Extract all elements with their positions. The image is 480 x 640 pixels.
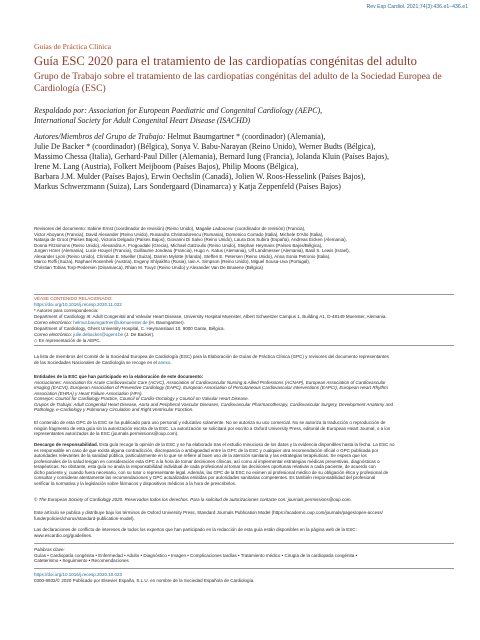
authors-line-3: Massimo Chessa (Italia), Gerhard-Paul Diller (Alemania), Bernard Iung (Francia), Jolanda Kluin (Países Bajos), [34, 151, 389, 161]
email-1-label: Correo electrónico: [34, 320, 73, 325]
doi-link[interactable]: https://doi.org/10.1016/j.recesp.2020.10.023 [34, 572, 123, 577]
authors-line-2: Julie De Backer * (coordinador) (Bélgica), Sonya V. Babu-Narayan (Reino Unido), Werner Budts (Bélgica), [34, 141, 376, 151]
paragraph-text: Esta guía recoge la opinión de la ESC y se ha elaborado tras el estudio minucioso de los datos y la evidencia disponibles hasta la fecha. La ESC no [99, 442, 395, 447]
paragraph-line: funderpolicies/chorus/standard-publication-model). [34, 515, 135, 521]
representation-note: ◇ En representación de la AEPC. [34, 338, 101, 343]
paragraph-line: de las Sociedades Nacionales de Cardiología se recoge en el anexo. [34, 359, 172, 365]
address-2: Department of Cardiology, Ghent University Hospital, C. Heymanslaan 10, 9000 Gante, Bélgica. [34, 326, 225, 331]
section-label: Guías de Práctica Clínica [34, 42, 111, 51]
endorsement [34, 106, 454, 126]
paragraph-publication [34, 510, 454, 521]
authors-line-5: Barbara J.M. Mulder (Países Bajos), Erwin Oechslin (Canadá), Jolien W. Roos-Hesselink (Países Bajos), [34, 171, 366, 181]
email-2-name: (J. De Backer). [124, 332, 155, 337]
paragraph-line: Grupos de Trabajo: Adult Congenital Heart Disease, Aorta and Peripheral Vascular Diseases, Cardiovascular Pharmacotherapy, Cardiovascular Surgery, Development Anatomy and [34, 401, 394, 407]
paragraph-disclaimer [34, 442, 454, 486]
endorsement-line-2: International Society for Adult Congenital Heart Disease (ISACHD) [34, 116, 251, 125]
paragraph-line: autoridades relevantes de la sanidad pública, particularmente en lo que se refiere al buen uso de la atención sanitaria y las estrategias terapéuticas. Se espera que los [34, 453, 367, 459]
paragraph-line: Consejos: Council for Cardiology Practice, Council of Cardio-Oncology y Council on Valvular Heart Disease. [34, 396, 249, 402]
paragraph-members [34, 354, 454, 365]
related-content-label: VÉASE CONTENIDO RELACIONADO: [34, 296, 113, 301]
paragraph-entities [34, 374, 454, 413]
paragraph-line: terapéuticas. No obstante, esta guía no anula la responsabilidad individual de cada profesional al tomar las decisiones oportunas relativas a cada paciente, de acuerdo con [34, 464, 376, 470]
paragraph-line: dicho paciente y, cuando fuera necesario, con su tutor o representante legal. Además, las GPC de la ESC no eximen al profesional médico de su obligación ética y profesional de [34, 469, 389, 475]
email-2-label: Correo electrónico: [34, 332, 73, 337]
paragraph-line: www.escardio.org/guidelines. [34, 532, 93, 538]
paragraph-heading: Descargo de responsabilidad. [34, 442, 99, 447]
issn-line: 0300-8932/© 2020 Publicado por Elsevier España, S.L.U. en nombre de la Sociedad Española de Cardiología. [34, 578, 255, 583]
paragraph-line: es responsable en caso de que exista alguna contradicción, discrepancia o ambigüedad entre la GPC de la ESC y cualquier otra recomendación oficial o GPC publicada por [34, 447, 379, 453]
email-2-link[interactable]: julie.debacker@ugent.be [73, 332, 124, 337]
paragraph-line: ningún fragmento de esta guía sin la autorización escrita de la ESC. La autorización se solicitará por escrito a Oxford University Press, editorial de European Heart Journal, o a los [34, 425, 391, 431]
reviewers-line: Jurgen Hörer (Alemania), Lucie Houyel (Francia), Guillaume Jondeau (Francia), Hugo A. Katus (Alemania), Ulf Landmesser (Alemania), Basil S. Lewis (Israel), [34, 248, 350, 254]
related-content-link[interactable]: https://doi.org/10.1016/j.recesp.2020.11.022 [34, 302, 122, 307]
authors-line-4: Irene M. Lang (Austria), Folkert Meijboom (Países Bajos), Philip Moons (Bélgica), [34, 161, 299, 171]
paragraph-text: de las Sociedades Nacionales de Cardiología se recoge en el [34, 359, 157, 365]
document-title: Guía ESC 2020 para el tratamiento de las cardiopatías congénitas del adulto [34, 54, 417, 68]
paragraph-line: Este artículo se publica y distribuye bajo los términos de Oxford University Press, Standard Journals Publication Model (https://academic.oup.com/journals/pages/open-access/ [34, 510, 383, 515]
divider [34, 543, 454, 544]
reviewers-line: Victor Aboyans (Francia), David Alexander (Reino Unido), Ruxandra Christodorescu (Rumania), Domenico Corrado (Italia), Michele D'Alto (Italia), [34, 231, 324, 237]
document-subtitle: Grupo de Trabajo sobre el tratamiento de las cardiopatías congénitas del adulto de la Sociedad Europea de Cardiología (ESC) [34, 71, 442, 94]
paragraph-conflicts [34, 527, 454, 538]
keywords-label: Palabras clave: [34, 547, 65, 552]
keywords-line: Cateterismo • Seguimiento • Recomendaciones [34, 558, 129, 564]
authors-block [34, 132, 454, 192]
copyright-line: © The European Society of Cardiology 2020. Reservados todos los derechos. Para la solicitud de autorizaciones contacte con: journals.permissions@oup.com. [34, 497, 352, 502]
reviewers-line: Marco Roffi (Suiza), Raphael Rosenhek (Austria), Evgeny Shlyakhto (Rusia), Iain A. Simpson (Reino Unido), Miguel Sousa-Uva (Portugal), [34, 259, 311, 265]
address-1: Department of Cardiology III: Adult Congenital and Valvular Heart Disease, University Hospital Muenster, Albert Schweitzer Campus 1, Building A1, D-48149 Muenster, Alemania. [34, 314, 387, 319]
paragraph-line: Imaging (EACVI), European Association of Preventive Cardiology (EAPC), European Association of Percutaneous Cardiovascular Interventions (EAPCI), European Heart Rhythm [34, 385, 388, 391]
authors-line-1: Helmut Baumgartner * (coordinador) (Alemania), [167, 132, 326, 141]
endorsement-line-1: Respaldado por: Association for European Paediatric and Congenital Cardiology (AEPC), [34, 106, 323, 115]
divider [34, 568, 454, 569]
paragraph-line: representantes autorizados de la ESC (journals.permissions@oup.com). [34, 431, 179, 437]
reviewers-line: Natasja de Groot (Países Bajos), Victoria Delgado (Países Bajos), Giovanni Di Salvo (Reino Unido), Laura Dos Subira (España), Andreas Eicken (Alemania), [34, 237, 347, 243]
paragraph-line: profesionales de la salud tengan en consideración esta GPC a la hora de tomar decisiones clínicas, así como al implementar estrategias médicas preventivas, diagnósticas o [34, 458, 380, 464]
email-1-row [34, 320, 454, 326]
paragraph-line [34, 442, 454, 448]
paragraph-line: La lista de miembros del Comité de la Sociedad Europea de Cardiología (ESC) para la Elaboración de Guías de Práctica Clínica (GPC) y revisores del documento representantes [34, 354, 389, 359]
email-1-link[interactable]: helmut.baumgartner@ukmuenster.de [73, 320, 148, 325]
reviewers-line: Donna Fitzsimons (Reino Unido), Alexandra A. Frogoudaki (Grecia), Michael Gatzoulis (Reino Unido), Stephan Heymans (Países Bajos/Bélgica), [34, 242, 323, 248]
paragraph-line: verificar la normativa y la legislación sobre fármacos y dispositivos médicos a la hora de prescribirlos. [34, 480, 237, 486]
paragraph-line: consultar y considerar atentamente las recomendaciones y GPC actualizadas emitidas por autoridades sanitarias competentes. Es también responsabilidad del profesional [34, 475, 376, 481]
reviewers-line: Revisores del documento: Sabine Ernst (coordinador de revisión) (Reino Unido), Magalie Ladouceur (coordinador de revisión) (Francia), [34, 226, 306, 231]
paragraph-line: El contenido de esta GPC de la ESC se ha publicado para uso personal y educativo solamente. No se autoriza su uso comercial. No se autoriza la traducción o reproducción de [34, 420, 386, 425]
authors-lead: Autores/Miembros del Grupo de Trabajo: [34, 132, 166, 141]
paragraph-line: Association (EHRA) y Heart Failure Association (HFA). [34, 390, 143, 396]
journal-reference: Rev Esp Cardiol. 2021;74(3):436.e1–436.e1 [366, 4, 468, 10]
annex-link[interactable]: anexo [158, 359, 171, 365]
email-1-name: (H. Baumgartner). [148, 320, 185, 325]
reviewers-line: Alexander Lyon (Reino Unido), Christian E. Mueller (Suiza), Darren Mylotte (Irlanda), Steffen E. Petersen (Reino Unido), Anna Sonia Petronio (Italia), [34, 253, 331, 259]
reviewers-line: Christian Tobias Torp-Pedersen (Dinamarca), Rhian M. Touyz (Reino Unido) y Alexander Van De Bruaene (Bélgica) [34, 264, 264, 270]
email-2-row [34, 332, 454, 338]
paragraph-line: Asociaciones: Association for Acute Cardiovascular Care (ACVC), Association of Cardiovascular Nursing & Allied Professions (ACNAP), European Association of Cardiovascular [34, 379, 386, 385]
paragraph-line: Las declaraciones de conflicto de intereses de todos los expertos que han participado en la redacción de esta guía están disponibles en la página web de la ESC: [34, 527, 357, 532]
paragraph-line: Pathology, e-Cardiology y Pulmonary Circulation and Right Ventricular Function. [34, 407, 194, 413]
corresponding-note: * Autores para correspondencia: [34, 308, 99, 313]
keywords-line: Guías • Cardiopatía congénita • Enfermedad • Adulto • Diagnóstico • Imagen • Complicaciones tardías • Tratamiento médico • Cirugía de la cardiopatía congénita • [34, 552, 358, 558]
keywords-block [34, 547, 454, 564]
paragraph-usage [34, 420, 454, 437]
authors-line-6: Markus Schwerzmann (Suiza), Lars Sondergaard (Dinamarca) y Katja Zeppenfeld (Países Bajos) [34, 181, 341, 191]
paragraph-heading: Entidades de la ESC que han participado en la elaboración de este documento: [34, 374, 204, 379]
reviewers-block [34, 226, 454, 270]
